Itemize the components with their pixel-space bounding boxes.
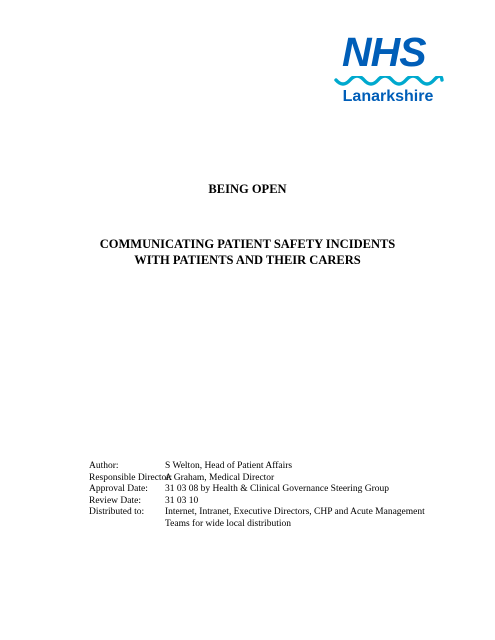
meta-value: A Graham, Medical Director [165, 472, 275, 483]
meta-row-director [89, 473, 425, 485]
meta-label: Responsible Director: [89, 472, 173, 483]
meta-row-approval [89, 484, 425, 496]
meta-row-author [89, 461, 425, 473]
subtitle-line-2: WITH PATIENTS AND THEIR CARERS [134, 253, 361, 267]
document-subtitle [0, 236, 495, 268]
meta-value: 31 03 10 [165, 495, 199, 506]
meta-row-review [89, 496, 425, 508]
meta-label: Approval Date: [89, 484, 148, 494]
logo-brand: NHS [342, 29, 426, 75]
subtitle-line-1: COMMUNICATING PATIENT SAFETY INCIDENTS [99, 237, 396, 251]
meta-label: Author: [89, 461, 119, 471]
document-metadata [89, 461, 425, 530]
title-being-open: BEING OPEN [208, 182, 287, 196]
document-title [0, 181, 495, 197]
meta-value: 31 03 08 by Health & Clinical Governance Steering Group [165, 484, 389, 494]
logo-region: Lanarkshire [342, 88, 434, 105]
nhs-lanarkshire-logo [330, 29, 446, 105]
meta-value: S Welton, Head of Patient Affairs [165, 461, 293, 471]
meta-label: Review Date: [89, 495, 141, 506]
meta-value: Internet, Intranet, Executive Directors, CHP and Acute Management Teams for wide local distribution [165, 507, 425, 529]
meta-row-distribution [89, 507, 425, 530]
meta-label: Distributed to: [89, 507, 145, 517]
